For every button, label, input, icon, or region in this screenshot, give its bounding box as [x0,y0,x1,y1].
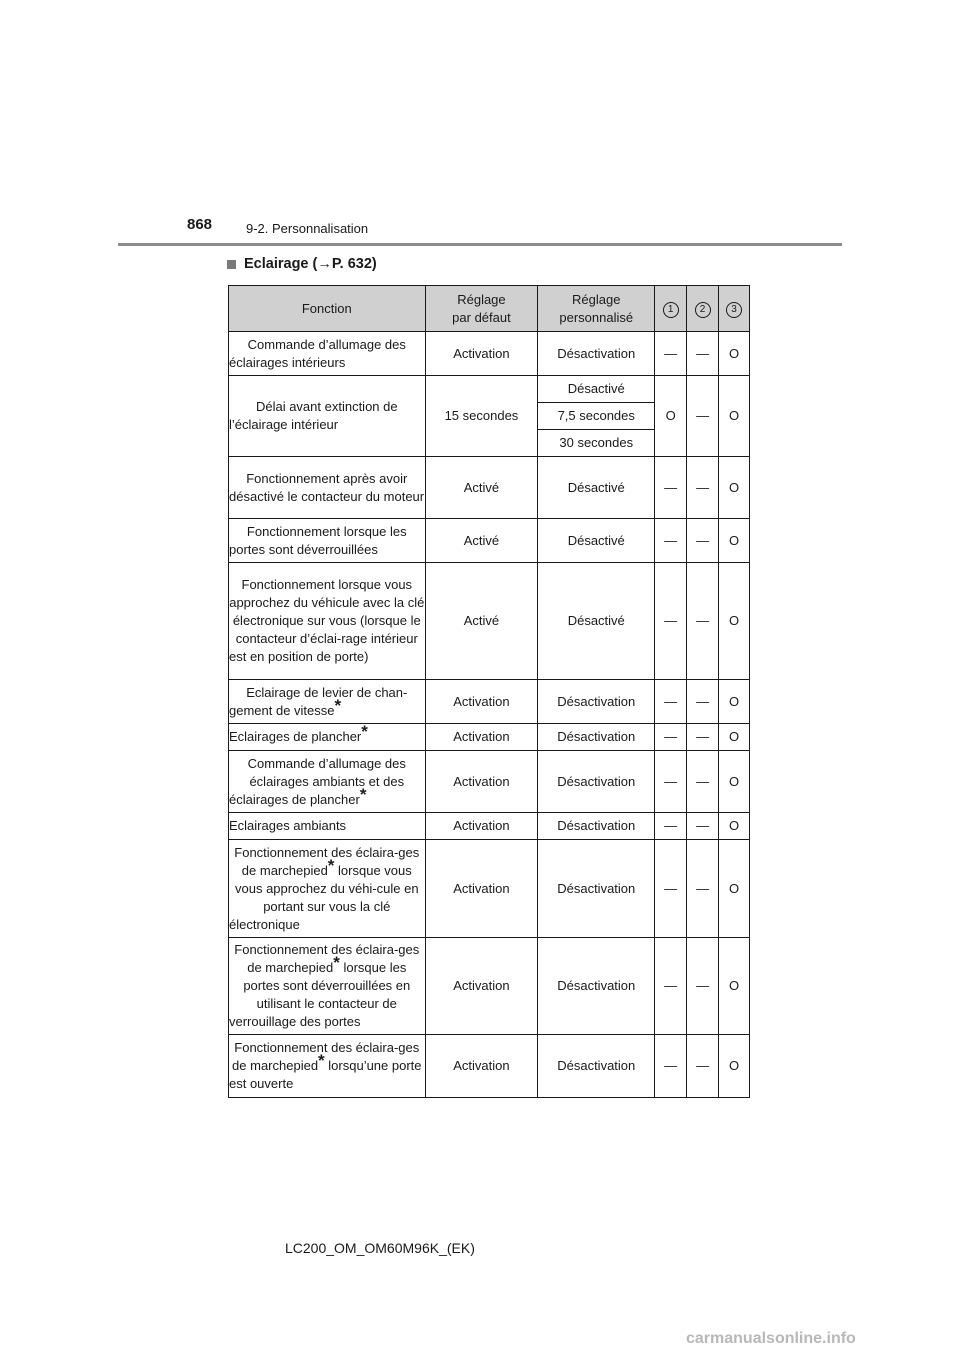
method-1-cell: — [655,332,687,376]
circled-2-icon: 2 [695,302,711,318]
function-cell: Délai avant extinction de l’éclairage intérieur [229,376,426,457]
footnote-star: * [318,1051,325,1070]
method-2-cell: — [687,724,719,751]
method-2-cell: — [687,1035,719,1098]
method-2-cell: — [687,332,719,376]
method-3-cell: O [719,332,750,376]
method-1-cell: — [655,938,687,1035]
custom-cell: Désactivation [538,840,655,938]
default-cell: Activation [425,938,538,1035]
default-cell: Activation [425,813,538,840]
default-cell: Activé [425,563,538,680]
function-cell: Fonctionnement lorsque les portes sont déverrouillées [229,519,426,563]
method-2-cell: — [687,457,719,519]
method-1-cell: — [655,563,687,680]
table-row [229,332,750,376]
function-cell: Eclairages ambiants [229,813,426,840]
table-row [229,457,750,519]
table-row [229,840,750,938]
header-method-3 [719,286,750,332]
default-cell: Activation [425,751,538,813]
section-title [227,256,377,272]
method-3-cell: O [719,813,750,840]
custom-option-cell: 30 secondes [538,430,655,457]
function-cell: Fonctionnement des éclaira-ges de marchepied* lorsqu’une porte est ouverte [229,1035,426,1098]
method-1-cell: — [655,724,687,751]
method-2-cell: — [687,840,719,938]
method-2-cell: — [687,938,719,1035]
table-row [229,680,750,724]
method-3-cell: O [719,457,750,519]
function-cell: Fonctionnement après avoir désactivé le contacteur du moteur [229,457,426,519]
method-2-cell: — [687,376,719,457]
method-2-cell: — [687,813,719,840]
function-cell: Commande d’allumage des éclairages intérieurs [229,332,426,376]
method-1-cell: O [655,376,687,457]
watermark: carmanualsonline.info [686,1330,856,1347]
custom-cell: Désactivation [538,938,655,1035]
header-fonction: Fonction [229,286,426,332]
custom-cell: Désactivé [538,457,655,519]
footnote-star: * [361,722,368,741]
table-row [229,376,750,403]
footnote-star: * [359,784,367,804]
method-3-cell: O [719,840,750,938]
custom-cell: Désactivation [538,813,655,840]
table-row [229,813,750,840]
table-row [229,519,750,563]
method-1-cell: — [655,680,687,724]
custom-cell: Désactivation [538,1035,655,1098]
default-cell: Activé [425,519,538,563]
table-header-row [229,286,750,332]
footnote-star: * [333,953,340,972]
footnote-star: * [327,855,335,875]
section-title-text: Eclairage ( [244,256,318,272]
method-2-cell: — [687,751,719,813]
default-cell: Activation [425,1035,538,1098]
method-1-cell: — [655,840,687,938]
bullet-square-icon [227,260,236,269]
method-2-cell: — [687,680,719,724]
page-reference-link[interactable]: P. 632) [331,256,377,272]
function-cell: Eclairages de plancher* [229,724,426,751]
custom-cell: Désactivé [538,563,655,680]
method-3-cell: O [719,724,750,751]
default-cell: Activation [425,840,538,938]
function-cell: Commande d’allumage des éclairages ambiants et des éclairages de plancher* [229,751,426,813]
arrow-icon: → [317,256,332,272]
default-cell: Activation [425,724,538,751]
custom-option-cell: Désactivé [538,376,655,403]
method-2-cell: — [687,519,719,563]
function-cell: Eclairage de levier de chan-gement de vitesse* [229,680,426,724]
method-3-cell: O [719,376,750,457]
function-cell: Fonctionnement lorsque vous approchez du véhicule avec la clé électronique sur vous (lorsque le contacteur d’éclai-rage intérieur est en position de porte) [229,563,426,680]
table-row [229,724,750,751]
header-divider [118,243,842,246]
footnote-star: * [334,695,342,715]
custom-cell: Désactivé [538,519,655,563]
table-row [229,938,750,1035]
method-3-cell: O [719,563,750,680]
default-cell: Activation [425,332,538,376]
lighting-settings-table [228,285,750,1098]
method-3-cell: O [719,680,750,724]
method-3-cell: O [719,519,750,563]
header-default: Réglage par défaut [425,286,538,332]
method-3-cell: O [719,1035,750,1098]
default-cell: Activé [425,457,538,519]
method-1-cell: — [655,519,687,563]
header-custom: Réglage personnalisé [538,286,655,332]
default-cell: 15 secondes [425,376,538,457]
header-method-1 [655,286,687,332]
table-row [229,563,750,680]
custom-option-cell: 7,5 secondes [538,403,655,430]
method-3-cell: O [719,751,750,813]
custom-cell: Désactivation [538,332,655,376]
method-1-cell: — [655,1035,687,1098]
table-row [229,751,750,813]
default-cell: Activation [425,680,538,724]
circled-1-icon: 1 [663,302,679,318]
custom-cell: Désactivation [538,680,655,724]
custom-cell: Désactivation [538,751,655,813]
page-number: 868 [187,216,213,233]
function-cell: Fonctionnement des éclaira-ges de marchepied* lorsque les portes sont déverrouillées en utilisant le contacteur de verrouillage des portes [229,938,426,1035]
header-method-2 [687,286,719,332]
custom-cell: Désactivation [538,724,655,751]
function-cell: Fonctionnement des éclaira-ges de marchepied* lorsque vous vous approchez du véhi-cule en portant sur vous la clé électronique [229,840,426,938]
method-1-cell: — [655,751,687,813]
document-code: LC200_OM_OM60M96K_(EK) [285,1240,475,1256]
circled-3-icon: 3 [726,302,742,318]
method-1-cell: — [655,457,687,519]
table-row [229,1035,750,1098]
method-3-cell: O [719,938,750,1035]
section-label: 9-2. Personnalisation [246,221,369,236]
method-1-cell: — [655,813,687,840]
method-2-cell: — [687,563,719,680]
